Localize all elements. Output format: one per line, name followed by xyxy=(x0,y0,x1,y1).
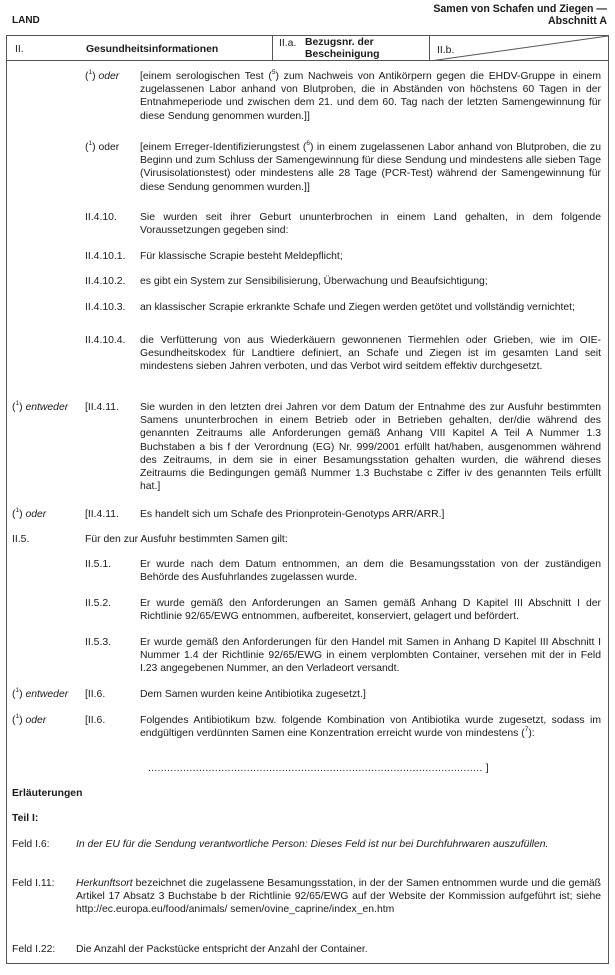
footnote-ref: 1 xyxy=(88,140,93,147)
clause-text: Sie wurden in den letzten drei Jahren vor dem Datum der Entnahme des zur Ausfuhr bestimmten Samens ununterbrochen in einem Betrieb oder in Betrieben gehalten, der/die während des genannten Zeitraums alle Anforderungen gemäß Anhang VIII Kapitel A Teil A Nummer 1.3 Buchstaben a bis f der Verordnung (EG) Nr. 999/2001 erfüllt hat/haben, ausgenommen während des Zeitraums, in dem sie in einer Besamungsstation gehalten wurden, die während dieses Zeitraums die Bedingungen gemäß Nummer 1.3 Buchstabe c Ziffer iv des genannten Teils erfüllt hat.] xyxy=(140,402,601,493)
option-word: oder xyxy=(98,142,120,153)
clause-option-label: ($^1$) oder xyxy=(12,507,47,520)
document-title-line2: Abschnitt A xyxy=(547,15,607,27)
option-word: entweder xyxy=(25,402,69,413)
clause-number: II.4.10.1. xyxy=(85,251,126,262)
clause-text: Er wurde nach dem Datum entnommen, an dem die Besamungsstation von der zuständigen Behörde des Ausfuhrlandes zugelassen wurde. xyxy=(140,559,601,584)
section-number: II. xyxy=(15,44,24,55)
clause-text: Er wurde gemäß den Anforderungen an Samen gemäß Anhang D Kapitel III Abschnitt I der Richtlinie 92/65/EWG entnommen, aufbereitet, konserviert, gelagert und befördert. xyxy=(140,598,601,623)
footnote-ref: 1 xyxy=(88,69,93,76)
clause-number: [II.4.11. xyxy=(85,402,119,413)
document-title xyxy=(433,3,607,27)
clause-number: II.4.10.3. xyxy=(85,302,126,313)
note-field-label: Feld I.6: xyxy=(12,839,50,850)
reference-title-line2: Bescheinigung xyxy=(305,49,380,60)
section-header-table xyxy=(6,35,609,61)
footnote-ref: 1 xyxy=(15,687,20,694)
clause-text: an klassischer Scrapie erkrankte Schafe und Ziegen werden getötet und vollständig vernichtet; xyxy=(140,302,575,313)
clause-number: [II.4.11. xyxy=(85,509,119,520)
note-field-text xyxy=(76,877,601,917)
clause-text: Es handelt sich um Schafe des Prionprotein-Genotyps ARR/ARR.] xyxy=(140,509,445,520)
clause-number: II.5. xyxy=(12,534,30,545)
reference-number-title xyxy=(305,37,379,61)
iib-cell xyxy=(430,36,608,60)
clause-text: Sie wurden seit ihrer Geburt ununterbrochen in einem Land gehalten, in dem folgende Voraussetzungen gegeben sind: xyxy=(140,212,601,237)
clause-number: II.5.3. xyxy=(85,637,111,648)
option-word: oder xyxy=(25,715,47,726)
clause-text: es gibt ein System zur Sensibilisierung, Überwachung und Beaufsichtigung; xyxy=(140,276,488,287)
footnote-ref: 1 xyxy=(15,713,20,720)
clause-number: II.4.10.2. xyxy=(85,276,126,287)
note-field-body: bezeichnet die zugelassene Besamungsstation, in der der Samen entnommen wurde und die gemäß Artikel 17 Absatz 3 Buchstabe b der Richtlinie 92/65/EWG auf der Website der Kommission aufgeführt ist; siehe http://ec.europa.eu/food/animals/ semen/ovine_caprine/index_en.htm xyxy=(76,878,601,916)
clause-number: II.4.10. xyxy=(85,212,117,223)
section-title: Gesundheitsinformationen xyxy=(86,44,219,55)
iib-label: II.b. xyxy=(437,45,455,56)
reference-title-line1: Bezugsnr. der xyxy=(305,37,374,48)
option-word: oder xyxy=(98,71,120,82)
note-field-label: Feld I.22: xyxy=(12,944,56,955)
clause-option-label: ($^1$) oder xyxy=(12,713,47,726)
notes-heading: Erläuterungen xyxy=(12,788,83,799)
section-cell xyxy=(7,36,273,60)
clause-text: Er wurde gemäß den Anforderungen für den Handel mit Samen in Anhang D Kapitel III Abschnitt I Nummer 1.4 der Richtlinie 92/65/EWG in einem verplombten Container, versehen mit der in Feld I.23 angegebenen Nummer, an den Verladeort versandt. xyxy=(140,637,601,675)
footnote-ref: 7 xyxy=(524,726,529,734)
clause-text: [einem serologischen Test ($^5$) zum Nachweis von Antikörpern gegen die EHDV-Gruppe in einem zugelassenen Labor anhand von Blutproben, die in Abständen von höchstens 60 Tagen in der Entnahmeperiode und zwischen dem 21. und dem 60. Tag nach der letzten Samengewinnung für diese Sendung genommen wurden.]] xyxy=(140,69,601,122)
country-label: LAND xyxy=(12,15,40,26)
clause-option-label: ($^1$) oder xyxy=(85,140,120,153)
clause-option-label: ($^1$) entweder xyxy=(12,687,69,700)
document-title-line1: Samen von Schafen und Ziegen — xyxy=(433,3,607,15)
clause-number: II.5.1. xyxy=(85,559,111,570)
reference-number-label: II.a. xyxy=(279,38,297,49)
clause-number: II.4.10.4. xyxy=(85,335,126,346)
footnote-ref: 1 xyxy=(15,507,20,514)
clause-text: Dem Samen wurden keine Antibiotika zugesetzt.] xyxy=(140,689,366,700)
notes-part-label: Teil I: xyxy=(12,813,39,824)
clause-option-label: ($^1$) entweder xyxy=(12,400,69,413)
antibiotic-fill-line[interactable]: ......................................................................................................... ] xyxy=(148,763,489,774)
clause-text: Für den zur Ausfuhr bestimmten Samen gilt: xyxy=(85,534,288,545)
note-lead-term: Herkunftsort xyxy=(76,878,133,889)
option-word: oder xyxy=(25,509,47,520)
clause-text: die Verfütterung von aus Wiederkäuern gewonnenen Tiermehlen oder Grieben, wie im OIE-Gesundheitskodex für Landtiere definiert, an Schafe und Ziegen ist im gesamten Land seit mindestens sieben Jahren verboten, und das Verbot wird seitdem effektiv durchgesetzt. xyxy=(140,335,601,373)
page-header xyxy=(0,0,615,36)
footnote-ref: 1 xyxy=(15,400,20,407)
note-field-label: Feld I.11: xyxy=(12,878,55,889)
clause-number: [II.6. xyxy=(85,715,106,726)
footnote-ref: 6 xyxy=(306,140,310,147)
clause-text: [einem Erreger-Identifizierungstest ($^6$) in einem zugelassenen Labor anhand von Blutproben, die zu Beginn und zum Schluss der Samengewinnung für diese Sendung und mindestens alle sieben Tage (Virusisolationstest) oder mindestens alle 28 Tage (PCR-Test) während der Samengewinnung für diese Sendung genommen wurden.]] xyxy=(140,140,601,193)
clause-text: Folgendes Antibiotikum bzw. folgende Kombination von Antibiotika wurde zugesetzt, sodass im endgültigen verdünnten Samen eine Konzentration erreicht wurde von mindestens ($^7$): xyxy=(140,715,601,740)
note-field-text: In der EU für die Sendung verantwortliche Person: Dieses Feld ist nur bei Durchfuhrwaren auszufüllen. xyxy=(76,839,549,850)
diagonal-strike-icon xyxy=(430,36,608,61)
clause-option-label: ($^1$) oder xyxy=(85,69,120,82)
clause-text: Für klassische Scrapie besteht Meldepflicht; xyxy=(140,251,343,262)
clause-number: II.5.2. xyxy=(85,598,111,609)
reference-number-cell xyxy=(273,36,430,60)
clause-number: [II.6. xyxy=(85,689,106,700)
note-field-text: Die Anzahl der Packstücke entspricht der Anzahl der Container. xyxy=(76,944,368,955)
option-word: entweder xyxy=(25,689,69,700)
footnote-ref: 5 xyxy=(271,69,276,76)
